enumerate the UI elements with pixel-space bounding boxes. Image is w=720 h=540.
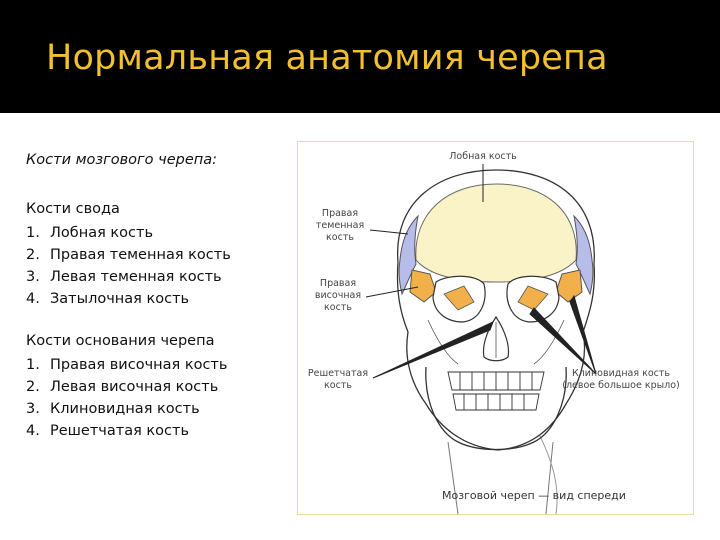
list-item: 2. Левая височная кость	[26, 379, 219, 395]
vault-section	[26, 198, 296, 310]
title-bar	[0, 0, 720, 113]
list-item: 1. Лобная кость	[26, 225, 154, 241]
label-sphenoid-2: (левое большое крыло)	[562, 380, 680, 391]
label-ethmoid-2: кость	[324, 380, 352, 391]
subheading: Кости мозгового черепа:	[26, 152, 218, 168]
label-temporal-2: височная	[314, 290, 362, 301]
label-ethmoid-1: Решетчатая	[307, 368, 369, 379]
skull-illustration	[298, 142, 693, 514]
base-section	[26, 330, 296, 442]
label-temporal-1: Правая	[319, 278, 357, 289]
base-list	[26, 354, 296, 442]
base-title: Кости основания черепа	[26, 333, 215, 349]
label-parietal-2: теменная	[315, 220, 365, 231]
list-item: 3. Клиновидная кость	[26, 401, 200, 417]
skull-figure	[297, 141, 694, 515]
label-sphenoid-1: Клиновидная кость	[571, 368, 671, 379]
figure-caption: Мозговой череп — вид спереди	[442, 489, 626, 502]
list-item: 4. Затылочная кость	[26, 291, 190, 307]
label-parietal-3: кость	[326, 232, 354, 243]
list-item: 4. Решетчатая кость	[26, 423, 190, 439]
slide-title: Нормальная анатомия черепа	[46, 38, 608, 78]
list-item: 1. Правая височная кость	[26, 357, 228, 373]
label-parietal-1: Правая	[321, 208, 359, 219]
label-frontal: Лобная кость	[449, 151, 517, 162]
text-column	[26, 152, 296, 442]
vault-title: Кости свода	[26, 201, 120, 217]
list-item: 3. Левая теменная кость	[26, 269, 222, 285]
vault-list	[26, 222, 296, 310]
label-temporal-3: кость	[324, 302, 352, 313]
list-item: 2. Правая теменная кость	[26, 247, 231, 263]
